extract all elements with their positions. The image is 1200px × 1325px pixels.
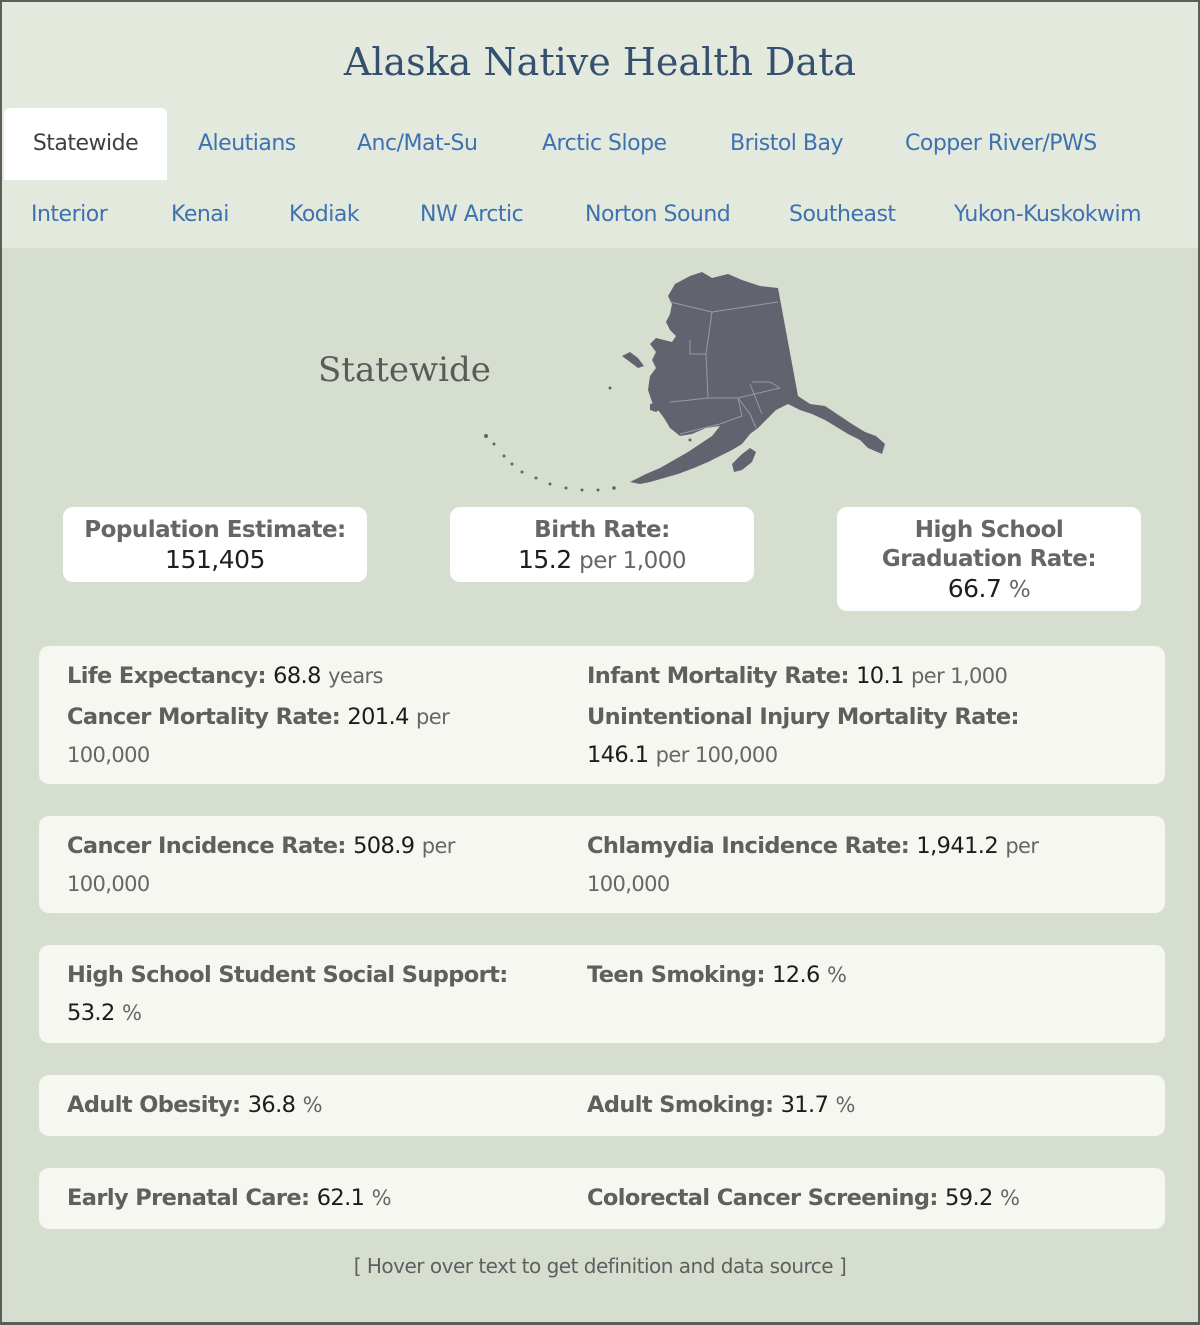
tab-southeast[interactable]: Southeast [789,202,896,227]
injury-mortality-metric[interactable] [587,698,1147,774]
tab-statewide[interactable]: Statewide [4,108,167,180]
card-label: Birth Rate: [534,517,670,543]
infant-mortality-metric[interactable] [587,657,1147,695]
metric-unit: per 100,000 [655,743,778,767]
metric-label: Teen Smoking: [587,962,765,988]
metric-unit: 100,000 [67,872,150,896]
metric-value: 1,941.2 [916,833,999,859]
tab-copper-river-pws[interactable]: Copper River/PWS [905,131,1097,156]
metric-label: Early Prenatal Care: [67,1185,310,1211]
metric-value: 31.7 [780,1092,829,1118]
tab-aleutians[interactable]: Aleutians [198,131,296,156]
metric-unit: % [302,1093,322,1117]
metric-label: Infant Mortality Rate: [587,663,849,689]
youth-panel [39,945,1165,1043]
metric-value: 146.1 [587,742,649,768]
metric-value: 68.8 [273,663,321,689]
metric-label: Adult Obesity: [67,1092,241,1118]
card-label: Graduation Rate: [881,546,1097,572]
adult-behavior-panel [39,1075,1165,1136]
tab-norton-sound[interactable]: Norton Sound [585,202,731,227]
chlamydia-incidence-metric[interactable] [587,827,1087,903]
metric-unit: % [371,1186,391,1210]
card-unit: per 1,000 [579,548,687,574]
teen-smoking-metric[interactable] [587,956,1087,994]
hover-hint: [ Hover over text to get definition and data source ] [353,1254,847,1278]
metric-label: High School Student Social Support: [67,962,508,988]
metric-unit: % [827,963,847,987]
metric-unit: per [1005,834,1039,858]
incidence-panel [39,816,1165,913]
prenatal-care-metric[interactable] [67,1179,547,1217]
metric-label: Chlamydia Incidence Rate: [587,833,910,859]
tab-bristol-bay[interactable]: Bristol Bay [730,131,843,156]
tab-anc-mat-su[interactable]: Anc/Mat-Su [357,131,478,156]
tab-arctic-slope[interactable]: Arctic Slope [542,131,667,156]
card-value: 66.7 [947,574,1002,603]
metric-value: 12.6 [772,962,820,988]
metric-value: 62.1 [316,1185,365,1211]
tab-interior[interactable]: Interior [31,202,108,227]
metric-label: Unintentional Injury Mortality Rate: [587,704,1019,730]
metric-value: 59.2 [945,1185,993,1211]
tab-kenai[interactable]: Kenai [171,202,229,227]
metric-unit: % [999,1186,1020,1210]
metric-unit: years [328,664,383,688]
metric-label: Life Expectancy: [67,663,266,689]
social-support-metric[interactable] [67,956,547,1032]
card-value: 15.2 [517,545,572,574]
cancer-incidence-metric[interactable] [67,827,547,903]
population-estimate-card[interactable] [63,507,367,582]
metric-unit: 100,000 [67,743,150,767]
region-name: Statewide [318,350,491,390]
screening-panel [39,1168,1165,1229]
alaska-map-icon[interactable] [480,264,890,494]
metric-value: 53.2 [67,1000,115,1026]
card-unit: % [1008,577,1031,603]
card-label: High School [914,517,1064,543]
metric-value: 201.4 [347,704,409,730]
tab-yukon-kuskokwim[interactable]: Yukon-Kuskokwim [954,202,1142,227]
metric-unit: per [416,705,450,729]
adult-smoking-metric[interactable] [587,1086,1087,1124]
metric-unit: % [121,1001,142,1025]
graduation-rate-card[interactable] [837,507,1141,611]
metric-value: 508.9 [353,833,415,859]
adult-obesity-metric[interactable] [67,1086,547,1124]
header [2,2,1198,248]
metric-label: Cancer Mortality Rate: [67,704,341,730]
metric-value: 10.1 [856,663,904,689]
tab-kodiak[interactable]: Kodiak [289,202,360,227]
birth-rate-card[interactable] [450,507,754,582]
metric-unit: 100,000 [587,872,670,896]
tab-nw-arctic[interactable]: NW Arctic [420,202,524,227]
metric-label: Cancer Incidence Rate: [67,833,346,859]
life-expectancy-metric[interactable] [67,657,547,695]
metric-unit: % [835,1093,855,1117]
page-title: Alaska Native Health Data [343,40,857,84]
metric-label: Colorectal Cancer Screening: [587,1185,938,1211]
metric-label: Adult Smoking: [587,1092,774,1118]
card-value: 151,405 [165,545,265,574]
colorectal-screening-metric[interactable] [587,1179,1147,1217]
metric-value: 36.8 [247,1092,296,1118]
mortality-panel [39,646,1165,784]
cancer-mortality-metric[interactable] [67,698,547,774]
card-label: Population Estimate: [84,517,346,543]
metric-unit: per [421,834,455,858]
metric-unit: per 1,000 [911,664,1008,688]
